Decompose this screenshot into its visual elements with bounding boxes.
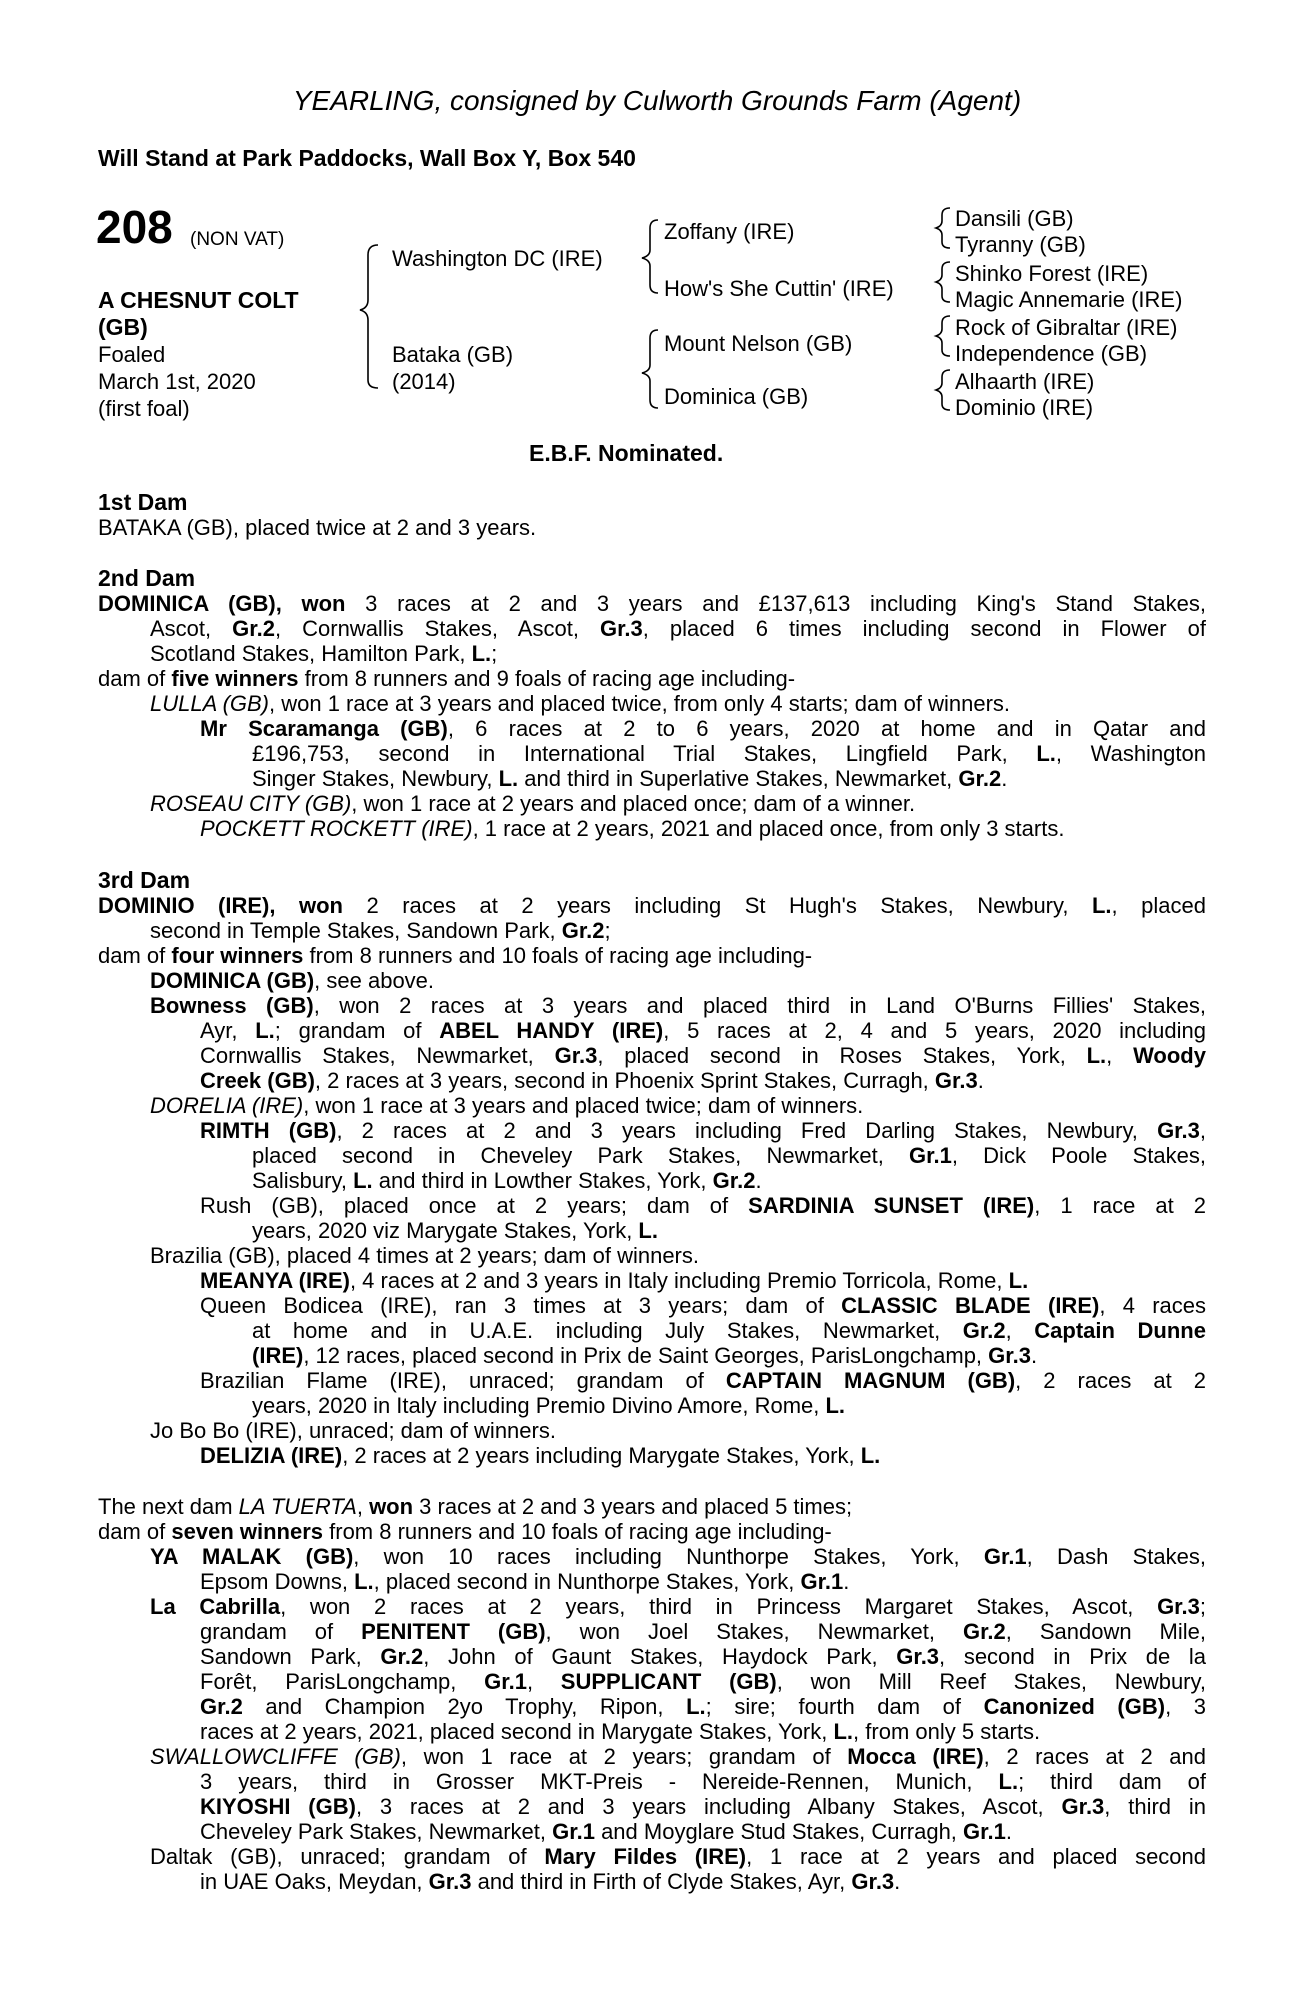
next-dam-line-11: SWALLOWCLIFFE (GB), won 1 race at 2 years; grandam of Mocca (IRE), 2 races at 2 and (150, 1744, 1206, 1769)
third-dam-line-17: Queen Bodicea (IRE), ran 3 times at 3 years; dam of CLASSIC BLADE (IRE), 4 races (200, 1293, 1206, 1318)
next-dam-line-13: KIYOSHI (GB), 3 races at 2 and 3 years including Albany Stakes, Ascot, Gr.3, third in (200, 1794, 1206, 1819)
next-dam-line-16: in UAE Oaks, Meydan, Gr.3 and third in Firth of Clyde Stakes, Ayr, Gr.3. (200, 1869, 901, 1894)
third-dam-line-18: at home and in U.A.E. including July Stakes, Newmarket, Gr.2, Captain Dunne (252, 1318, 1206, 1343)
grandparent-1: Dansili (GB) (955, 206, 1074, 231)
vat-status: (NON VAT) (190, 229, 285, 250)
next-dam-line-14: Cheveley Park Stakes, Newmarket, Gr.1 and Moyglare Stud Stakes, Curragh, Gr.1. (200, 1819, 1012, 1844)
third-dam-line-7: Cornwallis Stakes, Newmarket, Gr.3, placed second in Roses Stakes, York, L., Woody (200, 1043, 1206, 1068)
next-dam-line-1: The next dam LA TUERTA, won 3 races at 2 and 3 years and placed 5 times; (98, 1494, 853, 1519)
third-dam-line-19: (IRE), 12 races, placed second in Prix de Saint Georges, ParisLongchamp, Gr.3. (252, 1343, 1038, 1368)
grandparent-6: Independence (GB) (955, 341, 1148, 366)
third-dam-line-6: Ayr, L.; grandam of ABEL HANDY (IRE), 5 races at 2, 4 and 5 years, 2020 including (200, 1018, 1206, 1043)
next-dam-line-3: YA MALAK (GB), won 10 races including Nunthorpe Stakes, York, Gr.1, Dash Stakes, (150, 1544, 1206, 1569)
next-dam-line-8: Forêt, ParisLongchamp, Gr.1, SUPPLICANT (GB), won Mill Reef Stakes, Newbury, (200, 1669, 1206, 1694)
third-dam-line-4: DOMINICA (GB), see above. (150, 968, 435, 993)
stand-location: Will Stand at Park Paddocks, Wall Box Y, Box 540 (98, 145, 636, 171)
foaled-date: March 1st, 2020 (98, 369, 256, 394)
second-dam-line-1: DOMINICA (GB), won 3 races at 2 and 3 years and £137,613 including King's Stand Stakes, (98, 591, 1206, 616)
grandparent-3: Shinko Forest (IRE) (955, 261, 1149, 286)
third-dam-line-2: second in Temple Stakes, Sandown Park, Gr.2; (150, 918, 611, 943)
next-dam-line-15: Daltak (GB), unraced; grandam of Mary Fildes (IRE), 1 race at 2 years and placed second (150, 1844, 1206, 1869)
third-dam-line-8: Creek (GB), 2 races at 3 years, second in Phoenix Sprint Stakes, Curragh, Gr.3. (200, 1068, 984, 1093)
second-dam-line-7: £196,753, second in International Trial Stakes, Lingfield Park, L., Washington (252, 741, 1206, 766)
next-dam-line-6: grandam of PENITENT (GB), won Joel Stakes, Newmarket, Gr.2, Sandown Mile, (200, 1619, 1206, 1644)
dam-dam: Dominica (GB) (664, 384, 809, 409)
sire-dam: How's She Cuttin' (IRE) (664, 276, 894, 301)
third-dam-line-21: years, 2020 in Italy including Premio Divino Amore, Rome, L. (252, 1393, 846, 1418)
grandparent-4: Magic Annemarie (IRE) (955, 287, 1183, 312)
grandparent-8: Dominio (IRE) (955, 395, 1094, 420)
lot-description: A CHESNUT COLT (98, 287, 299, 313)
second-dam-line-8: Singer Stakes, Newbury, L. and third in Superlative Stakes, Newmarket, Gr.2. (252, 766, 1008, 791)
next-dam-line-9: Gr.2 and Champion 2yo Trophy, Ripon, L.; sire; fourth dam of Canonized (GB), 3 (200, 1694, 1206, 1719)
third-dam-line-15: Brazilia (GB), placed 4 times at 2 years; dam of winners. (150, 1243, 699, 1268)
consignor-title: YEARLING, consigned by Culworth Grounds Farm (Agent) (292, 85, 1022, 116)
third-dam-line-22: Jo Bo Bo (IRE), unraced; dam of winners. (150, 1418, 556, 1443)
third-dam-line-16: MEANYA (IRE), 4 races at 2 and 3 years in Italy including Premio Torricola, Rome, L. (200, 1268, 1029, 1293)
third-dam-heading: 3rd Dam (98, 867, 191, 893)
third-dam-line-5: Bowness (GB), won 2 races at 3 years and placed third in Land O'Burns Fillies' Stakes, (150, 993, 1206, 1018)
second-dam-line-6: Mr Scaramanga (GB), 6 races at 2 to 6 years, 2020 at home and in Qatar and (200, 716, 1206, 741)
dam-year: (2014) (392, 369, 456, 394)
foaled-label: Foaled (98, 342, 166, 367)
third-dam-line-12: Salisbury, L. and third in Lowther Stakes, York, Gr.2. (252, 1168, 762, 1193)
lot-country: (GB) (98, 314, 148, 340)
next-dam-line-4: Epsom Downs, L., placed second in Nunthorpe Stakes, York, Gr.1. (200, 1569, 850, 1594)
grandparent-7: Alhaarth (IRE) (955, 369, 1095, 394)
second-dam-line-10: POCKETT ROCKETT (IRE), 1 race at 2 years, 2021 and placed once, from only 3 starts. (200, 816, 1065, 841)
third-dam-line-3: dam of four winners from 8 runners and 10 foals of racing age including- (98, 943, 813, 968)
second-dam-heading: 2nd Dam (98, 565, 196, 591)
dam-sire: Mount Nelson (GB) (664, 331, 853, 356)
lot-number: 208 (96, 201, 173, 253)
third-dam-line-20: Brazilian Flame (IRE), unraced; grandam of CAPTAIN MAGNUM (GB), 2 races at 2 (200, 1368, 1206, 1393)
second-dam-line-5: LULLA (GB), won 1 race at 3 years and placed twice, from only 4 starts; dam of winners. (150, 691, 1011, 716)
first-dam-heading: 1st Dam (98, 489, 188, 515)
next-dam-line-5: La Cabrilla, won 2 races at 2 years, third in Princess Margaret Stakes, Ascot, Gr.3; (150, 1594, 1206, 1619)
ebf-note: E.B.F. Nominated. (529, 440, 724, 466)
next-dam-line-7: Sandown Park, Gr.2, John of Gaunt Stakes, Haydock Park, Gr.3, second in Prix de la (200, 1644, 1206, 1669)
third-dam-line-9: DORELIA (IRE), won 1 race at 3 years and placed twice; dam of winners. (150, 1093, 864, 1118)
second-dam-line-3: Scotland Stakes, Hamilton Park, L.; (150, 641, 498, 666)
third-dam-line-10: RIMTH (GB), 2 races at 2 and 3 years including Fred Darling Stakes, Newbury, Gr.3, (200, 1118, 1206, 1143)
second-dam-line-2: Ascot, Gr.2, Cornwallis Stakes, Ascot, Gr.3, placed 6 times including second in Flower of (150, 616, 1206, 641)
first-dam-text: BATAKA (GB), placed twice at 2 and 3 years. (98, 515, 537, 540)
sire-sire: Zoffany (IRE) (664, 219, 795, 244)
second-dam-line-9: ROSEAU CITY (GB), won 1 race at 2 years and placed once; dam of a winner. (150, 791, 916, 816)
third-dam-line-23: DELIZIA (IRE), 2 races at 2 years including Marygate Stakes, York, L. (200, 1443, 881, 1468)
grandparent-5: Rock of Gibraltar (IRE) (955, 315, 1178, 340)
next-dam-line-2: dam of seven winners from 8 runners and 10 foals of racing age including- (98, 1519, 832, 1544)
first-foal-note: (first foal) (98, 396, 190, 421)
third-dam-line-13: Rush (GB), placed once at 2 years; dam of SARDINIA SUNSET (IRE), 1 race at 2 (200, 1193, 1206, 1218)
sire-name: Washington DC (IRE) (392, 246, 603, 271)
next-dam-line-10: races at 2 years, 2021, placed second in Marygate Stakes, York, L., from only 5 starts. (200, 1719, 1041, 1744)
third-dam-line-11: placed second in Cheveley Park Stakes, Newmarket, Gr.1, Dick Poole Stakes, (252, 1143, 1206, 1168)
second-dam-line-4: dam of five winners from 8 runners and 9 foals of racing age including- (98, 666, 796, 691)
grandparent-2: Tyranny (GB) (955, 232, 1086, 257)
dam-name: Bataka (GB) (392, 342, 514, 367)
next-dam-line-12: 3 years, third in Grosser MKT-Preis - Nereide-Rennen, Munich, L.; third dam of (200, 1769, 1206, 1794)
third-dam-line-14: years, 2020 viz Marygate Stakes, York, L. (252, 1218, 658, 1243)
third-dam-line-1: DOMINIO (IRE), won 2 races at 2 years including St Hugh's Stakes, Newbury, L., placed (98, 893, 1206, 918)
